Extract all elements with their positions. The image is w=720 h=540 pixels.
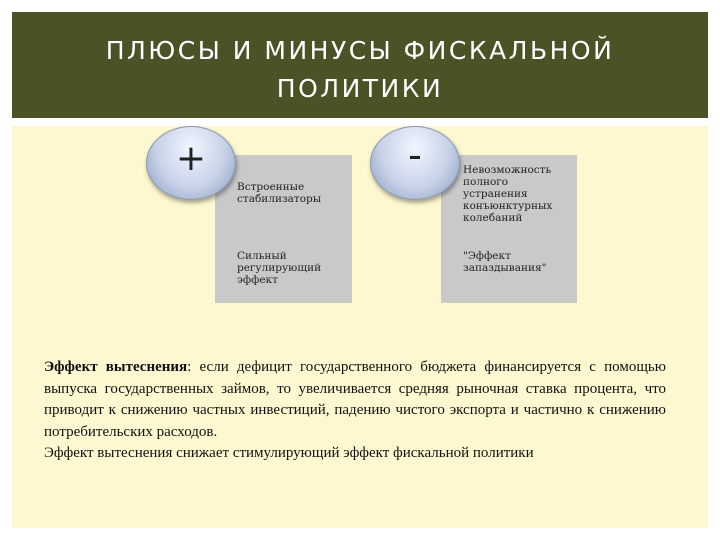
title-bar bbox=[12, 12, 708, 118]
term-definition: : если дефицит государственного бюджета финансируется с помощью выпуска государственных займов, то увеличивается средняя рыночная ставка процента, что приводит к снижению частных инвестиций, падению чистого экспорта и частично к снижению потребительских расходов. bbox=[44, 359, 666, 440]
plus-icon: + bbox=[175, 138, 207, 179]
pros-box bbox=[215, 155, 352, 303]
cons-box bbox=[441, 155, 577, 303]
conclusion-line: Эффект вытеснения снижает стимулирующий эффект фискальной политики bbox=[44, 445, 534, 461]
term-crowding-out: Эффект вытеснения bbox=[44, 359, 188, 375]
title-line-1: ПЛЮСЫ И МИНУСЫ ФИСКАЛЬНОЙ bbox=[105, 36, 615, 65]
cons-item-incomplete-elimination: Невозможность полного устранения конъюнктурных колебаний bbox=[463, 164, 553, 224]
pros-item-strong-effect: Сильный регулирующий эффект bbox=[237, 250, 322, 286]
minus-icon: - bbox=[408, 133, 422, 177]
content-area bbox=[12, 126, 708, 528]
title-line-2: ПОЛИТИКИ bbox=[276, 74, 444, 103]
slide-title bbox=[12, 32, 708, 108]
plus-circle bbox=[146, 126, 236, 200]
cons-item-lag-effect: "Эффект запаздывания" bbox=[463, 250, 547, 274]
pros-item-built-in-stabilizers: Встроенные стабилизаторы bbox=[237, 181, 322, 205]
crowding-out-paragraph bbox=[44, 357, 666, 465]
minus-circle bbox=[370, 126, 460, 200]
